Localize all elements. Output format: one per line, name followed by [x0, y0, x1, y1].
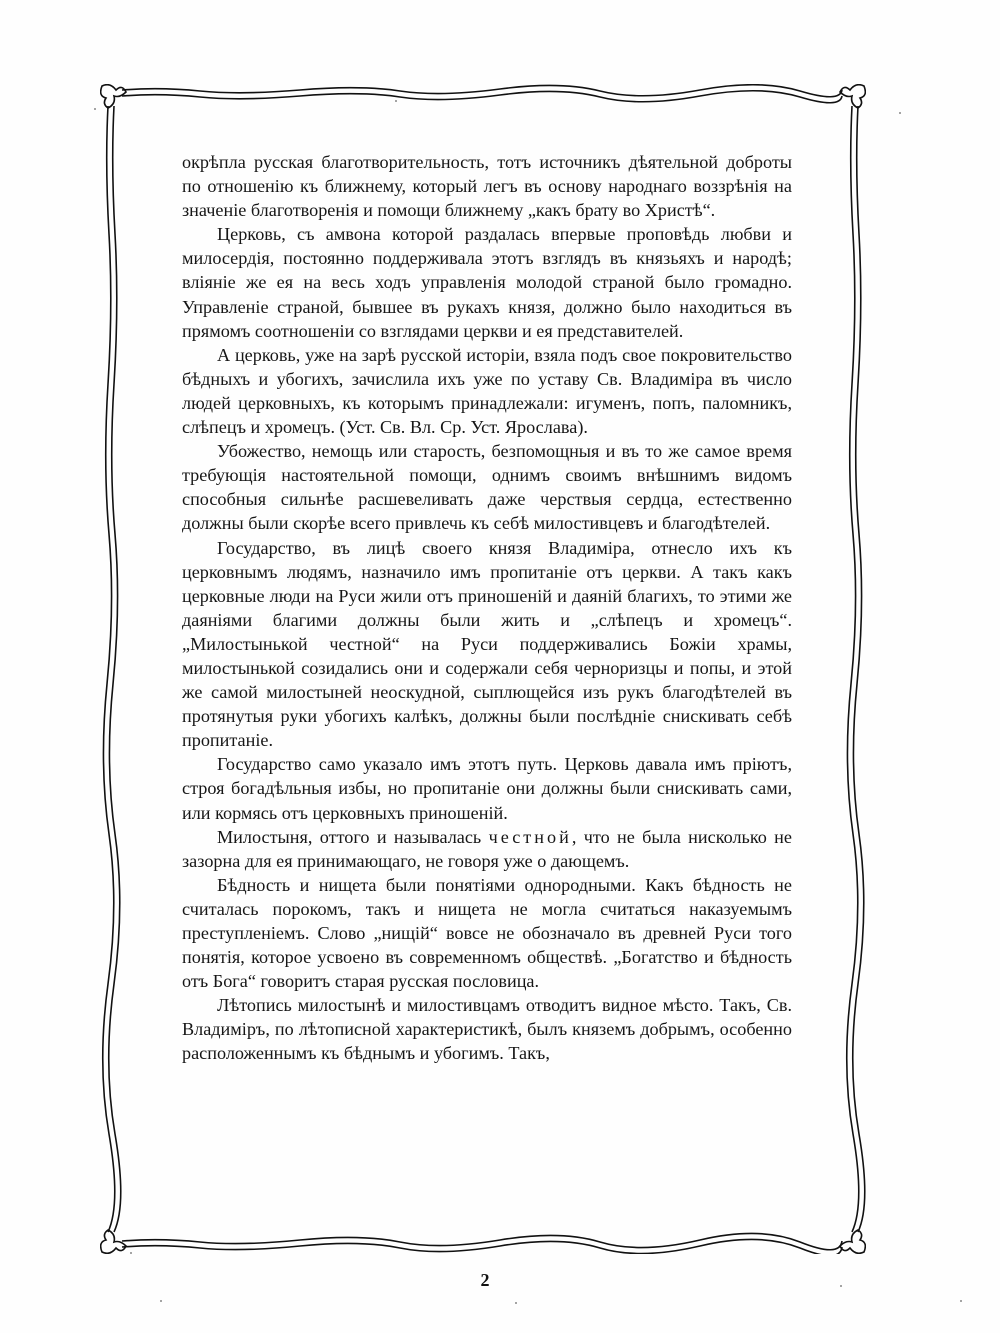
- paragraph-7: [182, 825, 792, 873]
- paragraph-4: Убожество, немощь или старость, безпомощныя и въ то же самое время требующія настоятельной помощи, однимъ своимъ внѣшнимъ видомъ способныя сильнѣе расшевеливать даже черствыя сердца, естественно должны были скорѣе всего привлечь къ себѣ милостивцевъ и благодѣтелей.: [182, 441, 792, 534]
- body-text: [182, 150, 792, 1066]
- scan-speck: [130, 1252, 132, 1254]
- paragraph-2: Церковь, съ амвона которой раздалась впервые проповѣдь любви и милосердія, постоянно поддерживала этотъ взглядъ въ князьяхъ и народѣ; вліяніе же ея на весь ходъ управленія молодой страной было громадно. Управленіе страной, бывшее въ рукахъ князя, должно было находиться въ прямомъ соотношеніи со взглядами церкви и ея представителей.: [182, 224, 792, 341]
- paragraph-5: Государство, въ лицѣ своего князя Владиміра, отнесло ихъ къ церковнымъ людямъ, назначило имъ пропитаніе отъ церкви. А такъ какъ церковные люди на Руси жили отъ приношеній и даяній благихъ, то этими же даяніями благими должны были жить и „слѣпецъ и хромецъ“. „Милостынькой честной“ на Руси поддерживались Божіи храмы, милостынькой созидались они и содержали себя черноризцы и попы, и этой же самой милостыней неоскудной, сыплющейся изъ рукъ благодѣтелей въ протянутыя руки убогихъ калѣкъ, должны были послѣдніе снискивать себѣ пропитаніе.: [182, 537, 792, 751]
- scan-speck: [899, 112, 901, 114]
- paragraph-7-after: , что не была нисколько не зазорна для ея принимающаго, не говоря уже о дающемъ.: [182, 826, 792, 871]
- paragraph-8: Бѣдность и нищета были понятіями однородными. Какъ бѣдность не считалась порокомъ, такъ и нищета не могла считаться наказуемымъ преступленіемъ. Слово „нищій“ вовсе не обозначало въ древней Руси того понятія, которое усвоено въ современномъ обществѣ. „Богатство и бѣдность отъ Бога“ говоритъ старая русская пословица.: [182, 874, 792, 992]
- scan-speck: [160, 1300, 162, 1302]
- paragraph-9: Лѣтопись милостынѣ и милостивцамъ отводитъ видное мѣсто. Такъ, Св. Владиміръ, по лѣтописной характеристикѣ, былъ княземъ добрымъ, особенно расположеннымъ къ бѣднымъ и убогимъ. Такъ,: [182, 995, 792, 1064]
- paragraph-7-before: Милостыня, оттого и называлась: [217, 826, 489, 847]
- scan-speck: [960, 1300, 962, 1302]
- paragraph-1: окрѣпла русская благотворительность, тотъ источникъ дѣятельной доброты по отношенію къ ближнему, который легъ въ основу народнаго воззрѣнія на значеніе благотворенія и помощи ближнему „какъ брату во Христѣ“.: [182, 152, 792, 221]
- scan-speck: [515, 1302, 517, 1304]
- page-number: 2: [480, 1270, 490, 1290]
- emphasized-word: честной: [488, 826, 572, 847]
- scan-speck: [840, 1285, 842, 1287]
- paragraph-6: Государство само указало имъ этотъ путь. Церковь давала имъ пріютъ, строя богадѣльныя избы, но пропитаніе они должны были снискивать сами, или кормясь отъ церковныхъ приношеній.: [182, 754, 792, 823]
- paragraph-3: А церковь, уже на зарѣ русской исторіи, взяла подъ свое покровительство бѣдныхъ и убогихъ, зачислила ихъ уже по уставу Св. Владиміра въ число людей церковныхъ, къ которымъ принадлежали: игуменъ, попъ, паломникъ, слѣпецъ и хромецъ. (Уст. Св. Вл. Ср. Уст. Ярослава).: [182, 344, 792, 438]
- scan-speck: [395, 100, 397, 102]
- scan-speck: [94, 108, 96, 110]
